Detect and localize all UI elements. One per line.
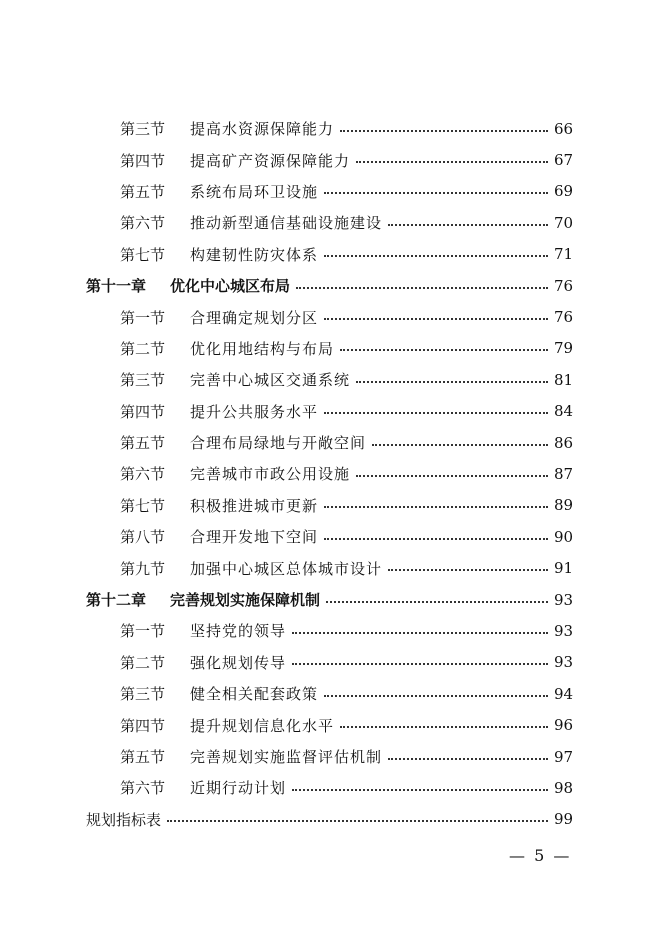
toc-entry[interactable]: [0, 333, 662, 364]
dot-leader: [372, 444, 548, 446]
toc-entry-title: 合理布局绿地与开敞空间: [190, 434, 367, 453]
dot-leader: [388, 569, 548, 571]
toc-chapter-entry[interactable]: [0, 270, 662, 301]
dot-leader: [356, 161, 548, 163]
toc-chapter-entry[interactable]: [0, 584, 662, 615]
toc-entry-title: 加强中心城区总体城市设计: [190, 559, 383, 578]
toc-entry[interactable]: [0, 364, 662, 395]
dot-leader: [296, 287, 548, 289]
toc-entry-page: 76: [554, 276, 574, 295]
toc-entry-label: 第五节: [120, 182, 166, 201]
toc-entry-title: 完善城市市政公用设施: [190, 465, 351, 484]
toc-entry[interactable]: [0, 678, 662, 709]
toc-entry[interactable]: [0, 521, 662, 552]
toc-entry[interactable]: [0, 239, 662, 270]
dot-leader: [340, 349, 548, 351]
toc-entry-title: 规划指标表: [86, 810, 162, 829]
toc-entry-page: 93: [554, 621, 574, 640]
toc-entry-page: 98: [554, 778, 574, 797]
toc-entry[interactable]: [0, 396, 662, 427]
toc-entry-label: 第四节: [120, 716, 166, 735]
toc-entry-page: 90: [554, 527, 574, 546]
toc-entry-page: 91: [554, 559, 574, 578]
toc-entry-label: 第四节: [120, 402, 166, 421]
toc-entry-title: 推动新型通信基础设施建设: [190, 214, 383, 233]
dot-leader: [292, 789, 548, 791]
dot-leader: [324, 255, 548, 257]
toc-entry-label: 第十二章: [86, 591, 147, 610]
toc-entry-label: 第七节: [120, 496, 166, 515]
toc-entry-page: 67: [554, 151, 574, 170]
toc-entry-title: 坚持党的领导: [190, 622, 287, 641]
dot-leader: [340, 726, 548, 728]
toc-entry-label: 第一节: [120, 308, 166, 327]
toc-entry-label: 第二节: [120, 653, 166, 672]
toc-entry[interactable]: [0, 709, 662, 740]
toc-entry-page: 66: [554, 119, 574, 138]
dot-leader: [324, 318, 548, 320]
toc-entry-title: 健全相关配套政策: [190, 685, 319, 704]
toc-entry-title: 系统布局环卫设施: [190, 182, 319, 201]
dot-leader: [324, 412, 548, 414]
toc-entry-label: 第七节: [120, 245, 166, 264]
table-of-contents: [0, 113, 662, 835]
page-number: — 5 —: [509, 846, 572, 865]
toc-entry-label: 第十一章: [86, 277, 147, 296]
dot-leader: [356, 381, 548, 383]
toc-entry-label: 第六节: [120, 214, 166, 233]
toc-entry-title: 完善规划实施保障机制: [170, 591, 321, 610]
dot-leader: [292, 663, 548, 665]
toc-entry-label: 第一节: [120, 622, 166, 641]
dot-leader: [292, 632, 548, 634]
toc-entry[interactable]: [0, 615, 662, 646]
toc-entry-title: 提升规划信息化水平: [190, 716, 335, 735]
toc-entry-title: 构建韧性防灾体系: [190, 245, 319, 264]
toc-entry-page: 93: [554, 653, 574, 672]
toc-entry-page: 84: [554, 402, 574, 421]
dot-leader: [324, 695, 548, 697]
toc-entry-page: 86: [554, 433, 574, 452]
toc-entry-title: 提高矿产资源保障能力: [190, 151, 351, 170]
dot-leader: [167, 820, 548, 822]
toc-entry-page: 69: [554, 182, 574, 201]
toc-entry-label: 第二节: [120, 339, 166, 358]
toc-entry-page: 96: [554, 716, 574, 735]
toc-entry-page: 94: [554, 684, 574, 703]
toc-entry-title: 积极推进城市更新: [190, 496, 319, 515]
dot-leader: [356, 475, 548, 477]
toc-entry-page: 81: [554, 370, 574, 389]
toc-entry-label: 第三节: [120, 371, 166, 390]
dot-leader: [324, 538, 548, 540]
toc-entry-label: 第五节: [120, 434, 166, 453]
toc-entry-label: 第三节: [120, 685, 166, 704]
toc-entry-label: 第六节: [120, 779, 166, 798]
toc-entry[interactable]: [0, 772, 662, 803]
toc-entry[interactable]: [0, 144, 662, 175]
toc-entry-label: 第六节: [120, 465, 166, 484]
toc-entry-page: 99: [554, 810, 574, 829]
toc-entry[interactable]: [0, 741, 662, 772]
toc-entry-page: 71: [554, 245, 574, 264]
toc-entry-title: 完善中心城区交通系统: [190, 371, 351, 390]
toc-entry[interactable]: [0, 458, 662, 489]
toc-entry-page: 97: [554, 747, 574, 766]
toc-entry-title: 强化规划传导: [190, 653, 287, 672]
toc-entry-label: 第四节: [120, 151, 166, 170]
toc-appendix-entry[interactable]: [0, 804, 662, 835]
dot-leader: [340, 130, 548, 132]
toc-entry-page: 76: [554, 308, 574, 327]
toc-entry-title: 近期行动计划: [190, 779, 287, 798]
toc-entry-title: 优化中心城区布局: [170, 277, 291, 296]
dot-leader: [324, 192, 548, 194]
toc-entry-page: 87: [554, 464, 574, 483]
toc-entry[interactable]: [0, 647, 662, 678]
dot-leader: [388, 758, 548, 760]
dot-leader: [324, 506, 548, 508]
toc-entry[interactable]: [0, 552, 662, 583]
toc-entry[interactable]: [0, 113, 662, 144]
toc-entry[interactable]: [0, 176, 662, 207]
toc-entry-page: 79: [554, 339, 574, 358]
toc-entry-title: 合理确定规划分区: [190, 308, 319, 327]
toc-entry-page: 89: [554, 496, 574, 515]
toc-entry-title: 提高水资源保障能力: [190, 120, 335, 139]
toc-entry-title: 完善规划实施监督评估机制: [190, 748, 383, 766]
toc-entry[interactable]: [0, 490, 662, 521]
toc-entry-label: 第五节: [120, 748, 166, 766]
toc-entry-title: 合理开发地下空间: [190, 528, 319, 547]
toc-entry-page: 70: [554, 213, 574, 232]
toc-entry-label: 第三节: [120, 120, 166, 139]
toc-entry[interactable]: [0, 207, 662, 238]
toc-entry-title: 优化用地结构与布局: [190, 339, 335, 358]
toc-entry-page: 93: [554, 590, 574, 609]
dot-leader: [326, 601, 548, 603]
toc-entry-label: 第八节: [120, 528, 166, 547]
toc-entry-title: 提升公共服务水平: [190, 402, 319, 421]
toc-entry[interactable]: [0, 301, 662, 332]
toc-entry[interactable]: [0, 427, 662, 458]
toc-entry-label: 第九节: [120, 559, 166, 578]
dot-leader: [388, 224, 548, 226]
